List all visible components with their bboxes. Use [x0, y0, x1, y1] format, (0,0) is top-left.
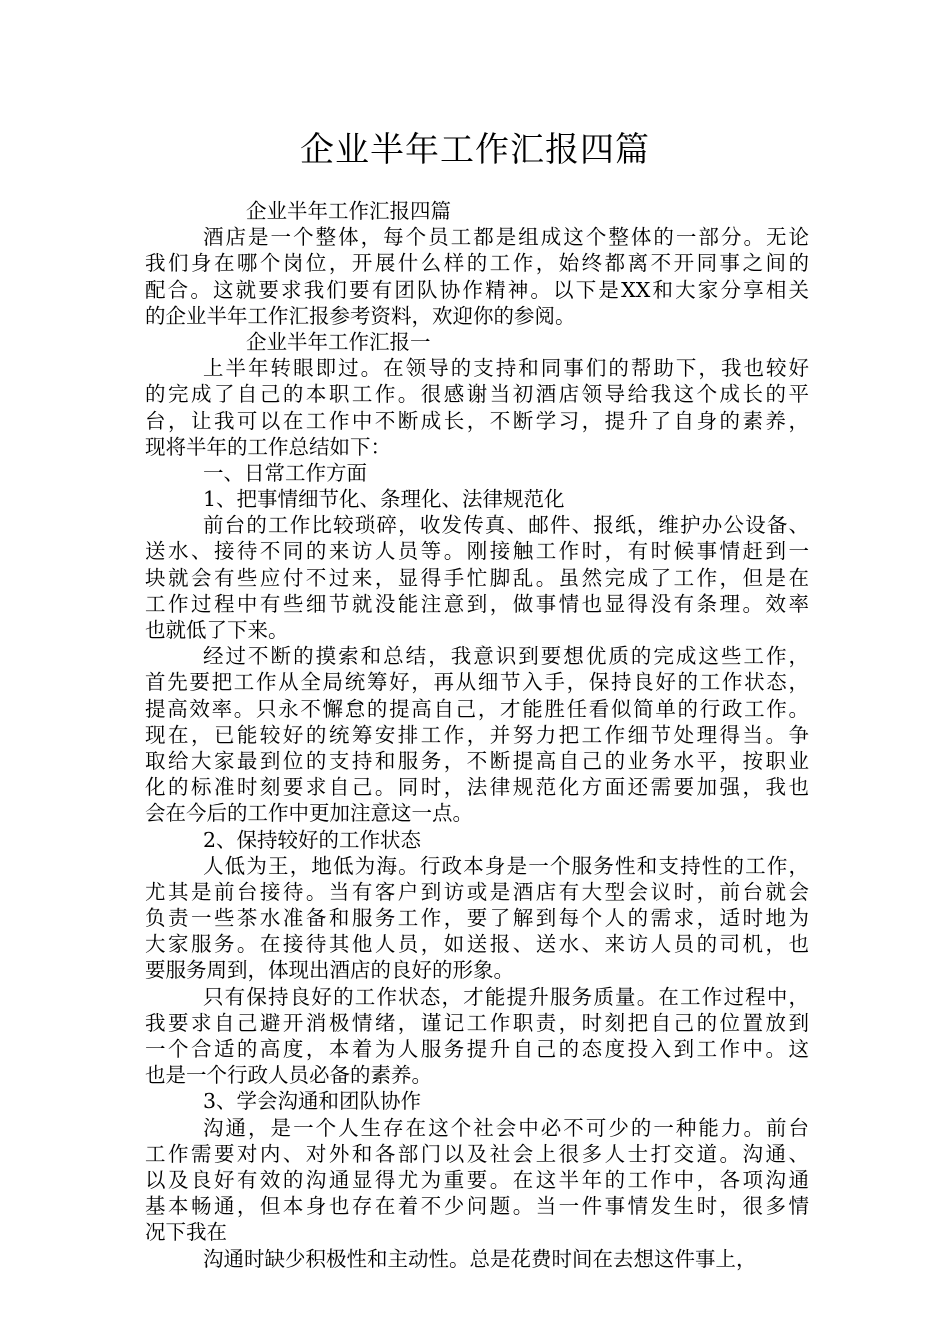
text-line: 取给大家最到位的支持和服务，不断提高自己的业务水平，按职业	[145, 748, 809, 773]
document-title: 企业半年工作汇报四篇	[300, 130, 650, 170]
document-body	[145, 198, 809, 1272]
text-line: 首先要把工作从全局统筹好，再从细节入手，保持良好的工作状态，	[145, 670, 809, 695]
text-line: 人低为王，地低为海。行政本身是一个服务性和支持性的工作，	[203, 853, 809, 878]
text-line: 块就会有些应付不过来，显得手忙脚乱。虽然完成了工作，但是在	[145, 565, 809, 590]
text-line: 提高效率。只永不懈怠的提高自己，才能胜任看似简单的行政工作。	[145, 696, 809, 721]
text-line: 只有保持良好的工作状态，才能提升服务质量。在工作过程中，	[203, 984, 809, 1009]
text-line: 经过不断的摸索和总结，我意识到要想优质的完成这些工作，	[203, 644, 809, 669]
text-line: 3、学会沟通和团队协作	[203, 1089, 422, 1114]
text-line: 酒店是一个整体，每个员工都是组成这个整体的一部分。无论	[203, 225, 809, 250]
text-line: 以及良好有效的沟通显得尤为重要。在这半年的工作中，各项沟通	[145, 1167, 809, 1192]
text-line: 也就低了下来。	[145, 618, 289, 642]
text-line: 一、日常工作方面	[203, 460, 367, 485]
text-line: 一个合适的高度，本着为人服务提升自己的态度投入到工作中。这	[145, 1037, 809, 1061]
text-line: 基本畅通，但本身也存在着不少问题。当一件事情发生时，很多情	[145, 1194, 809, 1219]
text-line: 大家服务。在接待其他人员，如送报、送水、来访人员的司机，也	[145, 932, 809, 957]
text-line: 要服务周到，体现出酒店的良好的形象。	[145, 958, 514, 983]
text-line: 前台的工作比较琐碎，收发传真、邮件、报纸，维护办公设备、	[203, 513, 809, 538]
text-line: 企业半年工作汇报一	[246, 329, 431, 354]
text-line: 尤其是前台接待。当有客户到访或是酒店有大型会议时，前台就会	[145, 879, 809, 904]
text-line: 工作需要对内、对外和各部门以及社会上很多人士打交道。沟通、	[145, 1141, 809, 1166]
text-line: 的完成了自己的本职工作。很感谢当初酒店领导给我这个成长的平	[145, 382, 809, 407]
text-line: 我要求自己避开消极情绪，谨记工作职责，时刻把自己的位置放到	[145, 1010, 809, 1035]
text-line: 送水、接待不同的来访人员等。刚接触工作时，有时候事情赶到一	[145, 539, 809, 564]
text-line: 上半年转眼即过。在领导的支持和同事们的帮助下，我也较好	[203, 356, 809, 381]
text-line: 工作过程中有些细节就没能注意到，做事情也显得没有条理。效率	[145, 591, 809, 616]
text-line: 现将半年的工作总结如下：	[145, 434, 391, 459]
text-line: 况下我在	[145, 1220, 227, 1245]
text-line: 会在今后的工作中更加注意这一点。	[145, 801, 473, 826]
text-line: 沟通，是一个人生存在这个社会中必不可少的一种能力。前台	[203, 1115, 809, 1140]
text-line: 现在，已能较好的统筹安排工作，并努力把工作细节处理得当。争	[145, 722, 809, 747]
text-line: 2、保持较好的工作状态	[203, 827, 422, 852]
text-line: 配合。这就要求我们要有团队协作精神。以下是XX和大家分享相关	[145, 277, 809, 302]
text-line: 负责一些茶水准备和服务工作，要了解到每个人的需求，适时地为	[145, 906, 809, 931]
text-line: 化的标准时刻要求自己。同时，法律规范化方面还需要加强，我也	[145, 775, 809, 800]
text-line: 沟通时缺少积极性和主动性。总是花费时间在去想这件事上，	[203, 1246, 757, 1271]
text-line: 台，让我可以在工作中不断成长，不断学习，提升了自身的素养，	[145, 408, 809, 433]
text-line: 也是一个行政人员必备的素养。	[145, 1063, 432, 1088]
text-line: 的企业半年工作汇报参考资料，欢迎你的参阅。	[145, 303, 576, 328]
text-line: 1、把事情细节化、条理化、法律规范化	[203, 487, 565, 512]
text-line: 企业半年工作汇报四篇	[246, 199, 451, 223]
text-line: 我们身在哪个岗位，开展什么样的工作，始终都离不开同事之间的	[145, 251, 809, 276]
